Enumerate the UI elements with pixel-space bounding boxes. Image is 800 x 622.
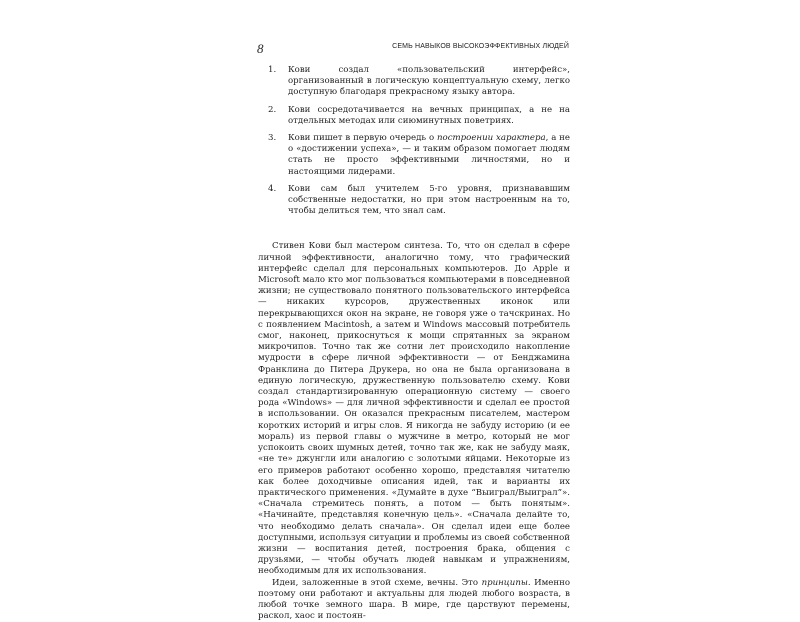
list-item-number: 1. [268, 65, 277, 75]
section-gap [258, 223, 570, 241]
list-item-text-part: Кови пишет в первую очередь о [288, 133, 437, 144]
running-title: СЕМЬ НАВЫКОВ ВЫСОКОЭФФЕКТИВНЫХ ЛЮДЕЙ [392, 43, 569, 50]
list-item-text: Кови сосредотачивается на вечных принципах, а не на отдельных методах или сиюминутных поветриях. [288, 104, 570, 126]
page-body [258, 65, 570, 622]
list-item-text: Кови создал «пользовательский интерфейс», организованный в логическую концептуальную схему, легко доступную благодаря прекрасному языку автора. [288, 65, 570, 98]
list-item [258, 65, 570, 99]
list-item-number: 3. [268, 133, 277, 144]
numbered-list [258, 65, 570, 217]
list-item [258, 105, 570, 127]
list-item-text: Кови сам был учителем 5-го уровня, признававшим собственные недостатки, но при этом настроенным на то, чтобы делиться тем, что знал сам. [288, 183, 570, 217]
list-item-number: 2. [268, 104, 277, 115]
emphasis-text: принципы [481, 577, 528, 588]
list-item-text-part: , а не о «достижении успеха», — и таким образом помогает людям стать не просто эффективными личностями, но и настоящими лидерами. [288, 133, 570, 177]
page-header [257, 43, 569, 55]
list-item [258, 184, 570, 218]
paragraph-text-part: Идеи, заложенные в этой схеме, вечны. Это [272, 577, 482, 588]
page-number: 8 [257, 41, 264, 56]
emphasis-text: построении характера [437, 133, 546, 144]
paragraph-text-part: . Именно поэтому они работают и актуальны для людей любого возраста, в любой точке земного шара. В мире, где царствуют перемены, раскол, хаос и постоян- [258, 577, 570, 622]
paragraph-1: Стивен Кови был мастером синтеза. То, что он сделал в сфере личной эффективности, аналогично тому, что графический интерфейс сделал для персональных компьютеров. До Apple и Microsoft мало кто мог пользоваться компьютерами в повседневной жизни; не существовало понятного пользовательского интерфейса — никаких курсоров, дружественных иконок или перекрывающихся окон на экране, не говоря уже о тачскринах. Но с появлением Macintosh, а затем и Windows массовый потребитель смог, наконец, прикоснуться к мощи спрятанных за экраном микрочипов. Точно так же сотни лет происходило накопление мудрости в сфере личной эффективности — от Бенджамина Франклина до Питера Друкера, но она не была организована в единую логическую, дружественную пользователю схему. Кови создал стандартизированную операционную систему — своего рода «Windows» — для личной эффективности и сделал ее простой в использовании. Он оказался прекрасным писателем, мастером коротких историй и игры слов. Я никогда не забуду историю (и ее мораль) из первой главы о мужчине в метро, который не мог успокоить своих шумных детей, точно так же, как не забуду маяк, «не те» джунгли или аналогию с золотыми яйцами. Некоторые из его примеров работают особенно хорошо, представляя читателю как более доходчивые описания идей, так и варианты их практического применения. «Думайте в духе “Выиграл/Выиграл”». «Сначала стремитесь понять, а потом — быть понятым». «Начинайте, представляя конечную цель». «Сначала делайте то, что необходимо делать сначала». Он сделал идеи еще более доступными, используя ситуации и проблемы из своей собственной жизни — воспитания детей, построения брака, общения с друзьями, — чтобы обучать людей навыкам и упражнениям, необходимым для их использования. [258, 241, 570, 577]
list-item [258, 133, 570, 178]
list-item-text [288, 133, 570, 177]
list-item-number: 4. [268, 183, 277, 194]
